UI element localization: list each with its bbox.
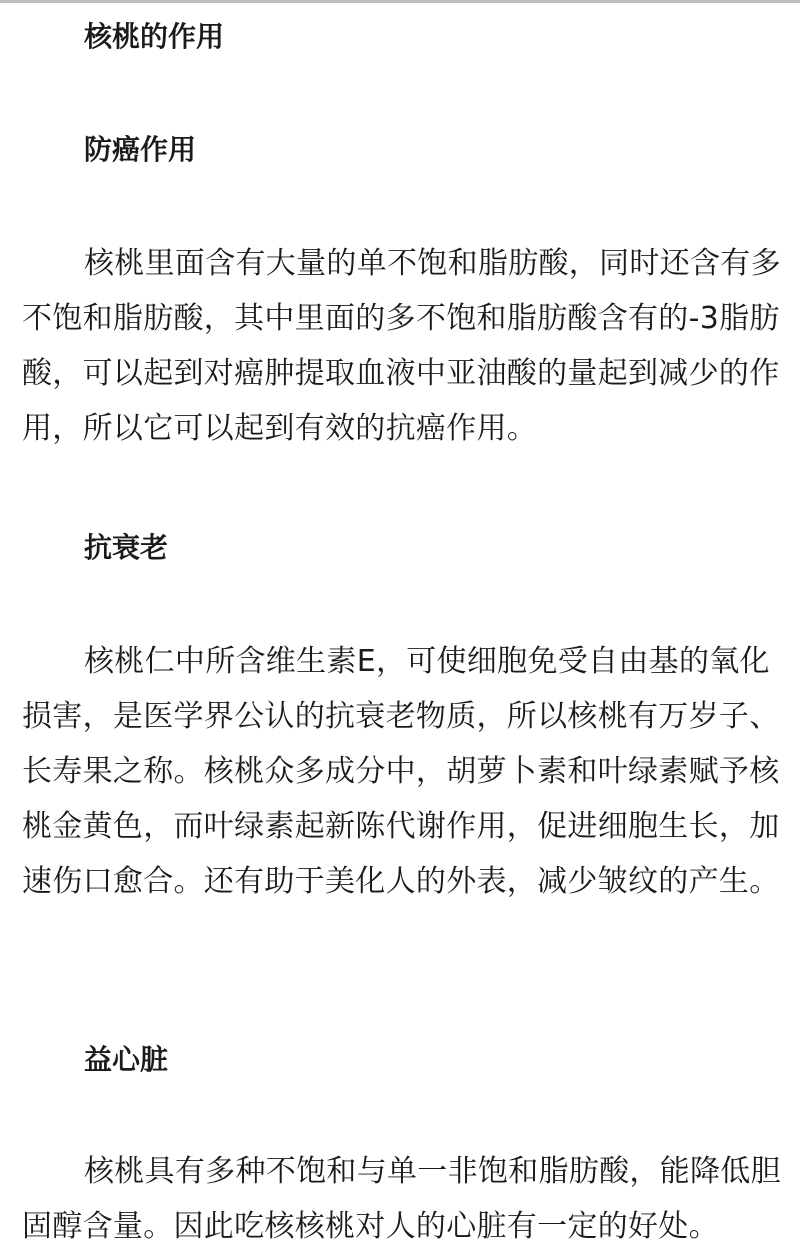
section-body-heart: 核桃具有多种不饱和与单一非饱和脂肪酸，能降低胆固醇含量。因此吃核核桃对人的心脏有一定的好处。 xyxy=(22,1154,781,1244)
section-body-anticancer: 核桃里面含有大量的单不饱和脂肪酸，同时还含有多不饱和脂肪酸，其中里面的多不饱和脂肪酸含有的-3脂肪酸，可以起到对癌肿提取血液中亚油酸的量起到减少的作用，所以它可以起到有效的抗癌作用。 xyxy=(22,246,781,446)
section-heading-heart: 益心脏 xyxy=(84,1043,169,1076)
section-heading-antiaging: 抗衰老 xyxy=(84,531,169,564)
section-body-antiaging: 核桃仁中所含维生素E，可使细胞免受自由基的氧化损害，是医学界公认的抗衰老物质，所以核桃有万岁子、长寿果之称。核桃众多成分中，胡萝卜素和叶绿素赋予核桃金黄色，而叶绿素起新陈代谢作用，促进细胞生长，加速伤口愈合。还有助于美化人的外表，减少皱纹的产生。 xyxy=(22,644,780,899)
article-title: 核桃的作用 xyxy=(84,20,225,53)
top-divider xyxy=(0,0,800,3)
section-heading-anticancer: 防癌作用 xyxy=(84,133,197,166)
